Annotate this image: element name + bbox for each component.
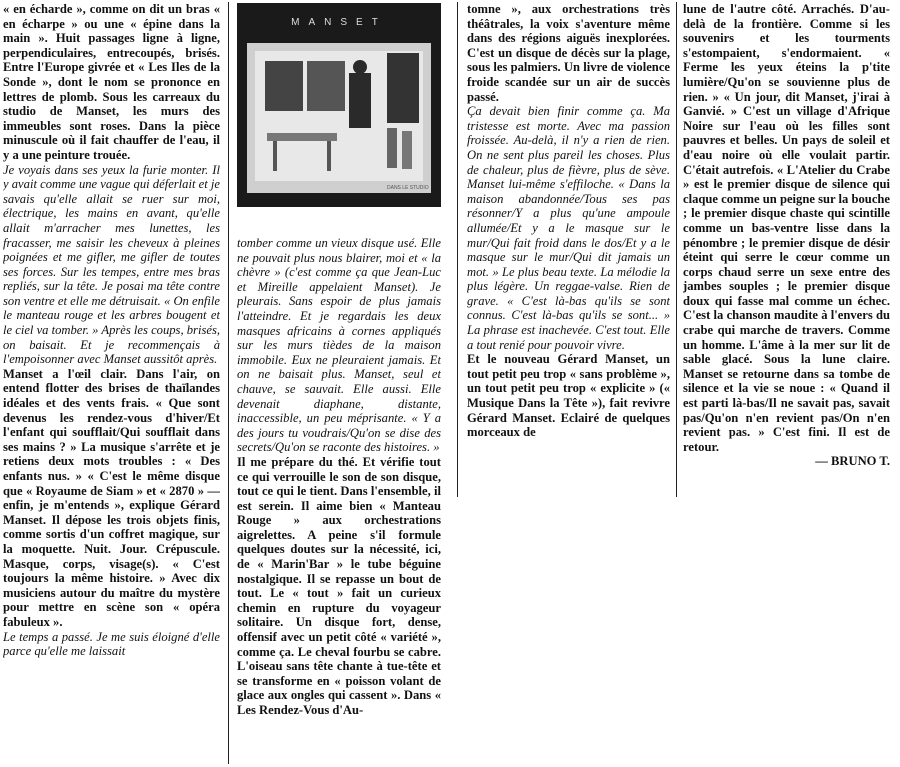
column-rule (676, 2, 677, 497)
column-3 (467, 2, 670, 480)
cover-title: MANSET (291, 17, 387, 28)
photo-illustration (237, 3, 441, 207)
paragraph: Et le nouveau Gérard Manset, un tout petit peu trop « sans problème », un tout petit peu trop « explicite » (« Musique Dans la Tête »), fait revivre Gérard Manset. Eclairé de quelques morceaux de (467, 352, 670, 440)
column-1 (3, 2, 220, 764)
column-rule (228, 2, 229, 764)
paragraph-italic: Le temps a passé. Je me suis éloigné d'elle parce qu'elle me laissait (3, 629, 220, 659)
column-2 (237, 236, 441, 764)
paragraph: Manset a l'œil clair. Dans l'air, on entend flotter des brises de thaïlandes idéales et des vents frais. « Que sont devenus les rendez-vous d'hiver/Et l'enfant qui soufflait/Qui soufflait dans ses mains ? » La musique s'arrête et je retiens deux mots troubles : « Des enfants nus. » « C'est le même disque que « Royaume de Siam » et « 2870 » — enfin, je m'entends », explique Gérard Manset. Il dépose les trois objets finis, comme sortis d'un coffret magique, sur la moquette. Nuit. Jour. Crépuscule. Masque, corps, visage(s). « C'est toujours la même histoire. » Avec dix musiciens autour du maître du mystère pour mettre en scène son « opéra fabuleux ». (3, 366, 220, 629)
album-cover-photo (237, 3, 441, 207)
cover-caption: DANS LE STUDIO (387, 185, 429, 191)
paragraph: « en écharde », comme on dit un bras « en écharpe » ou une « épine dans la main ». Huit passages ligne à ligne, perpendiculaires, entrecoupés, brisés. Entre l'Europe givrée et « Les Iles de la Sonde », dont le nom se prononce en lettres de plomb. Sous les carreaux du studio de Manset, les murs des immeubles sont roses. Dans la pièce minuscule où il fait chauffer de l'eau, il y a une peinture trouée. (3, 2, 220, 162)
paragraph: lune de l'autre côté. Arrachés. D'au-delà de la frontière. Comme si les souvenirs et les tourments s'estompaient, s'endormaient. « Ferme les yeux éteins la p'tite lumière/Qu'on se souvienne plus de rien. » « Un jour, dit Manset, j'irai à Ganvié. » C'est un village d'Afrique Noire sur l'eau où les filles sont pauvres et belles. Un pays de soleil et d'eau noire où elle voulait partir. C'était autrefois. « L'Atelier du Crabe » est le premier disque de silence qui claque comme un peigne sur la bouche ; le premier disque chaste qui scintille comme un bas-ventre lisse dans la pénombre ; le premier disque de désir éteint qui serre le cœur comme un corps chaud serre un sexe entre des jambes souples ; le premier disque doux qui fasse mal comme un échec. C'est la chanson maudite à l'envers du crabe qui marche de travers. Comme un homme. L'âme à la mer sur lit de sable glacé. Sous la lune claire. Manset se retourne dans sa tombe de silence et la vie se noue : « Quand il est parti là-bas/Il ne savait pas, savait pas/Qu'on n'en revient pas/On n'en revient pas. » C'est fini. Il est de retour. (683, 2, 890, 454)
column-4 (683, 2, 890, 482)
paragraph-italic: Je voyais dans ses yeux la furie monter. Il y avait comme une vague qui déferlait et je savais qu'elle allait se ruer sur moi, électrique, les mains en avant, qu'elle allait m'arracher mes lunettes, les fracasser, me saisir les cheveux à pleines poignées et me gifler, me gifler de toutes ses forces. Sur les tempes, entre mes bras repliés, sur la tête. Je posai ma tête contre son ventre et elle me détruisait. « On enfile le manteau rouge et les arbres bougent et le ciel va tomber. » Après les coups, brisés, on baisait. Et je recommençais à l'empoisonner avec Manset aussitôt après. (3, 162, 220, 367)
paragraph-italic: tomber comme un vieux disque usé. Elle ne pouvait plus nous blairer, moi et « la chèvre » (c'est comme ça que Jean-Luc et Mireille appelaient Manset). Je pleurais. Sans espoir de plus jamais l'atteindre. Et je regardais les deux masques africains à cornes appliqués sur les murs tièdes de la maison immobile. Eux ne pleuraient jamais. Et on ne baisait plus. Manset, seul et chauve, se sauvait. Elle aussi. Elle devenait diaphane, distante, inaccessible, un peu méprisante. « Y a des jours tu voudrais/Qu'on se dise des secrets/Qu'on se raconte des histoires. » (237, 236, 441, 455)
column-rule (457, 2, 458, 497)
paragraph: tomne », aux orchestrations très théâtrales, la voix s'aventure même dans des régions aiguës inexplorées. C'est un disque de décès sur la plage, sous les palmiers. Un livre de violence froide scandée sur un air de succès passé. (467, 2, 670, 104)
author-signature: — BRUNO T. (815, 454, 890, 469)
paragraph: Il me prépare du thé. Et vérifie tout ce qui verrouille le son de son disque, tout ce qui le tient. Dans l'ensemble, il est serein. Il aime bien « Manteau Rouge » aux orchestrations aigrelettes. A peine s'il formule quelques doutes sur la nécessité, ici, de « Marin'Bar » le tube béguine nostalgique. Il se repasse un bout de tout. Le « tout » fait un curieux chemin en rupture du voyageur solitaire. Un disque fort, dense, offensif avec un petit côté « variété », comme ça. Le cheval fourbu se cabre. L'oiseau sans tête chante à tue-tête et se transforme en « poisson volant de glace aux ongles qui cassent ». Dans « Les Rendez-Vous d'Au- (237, 454, 441, 717)
paragraph-italic: Ça devait bien finir comme ça. Ma tristesse est morte. Avec ma passion froissée. Au-delà, il n'y a rien de rien. On ne sent plus pareil les choses. Plus de chaleur, plus de fièvre, plus de sève. Manset lui-même s'effiloche. « Dans la maison abandonnée/Tous ses pas résonner/Y a plus qu'une ampoule allumée/Et y a le masque sur le mur/Qui fait froid dans le dos/Et y a le masque sur le mur/Qui dit jamais un mot. » Le plus beau texte. La mélodie la plus légère. Un reggae-valse. Rien de grave. « C'est là-bas qu'ils se sont connus. C'est là-bas qu'ils se sont... » La phrase est inachevée. C'est tout. Elle a tout renié pour pouvoir vivre. (467, 104, 670, 352)
